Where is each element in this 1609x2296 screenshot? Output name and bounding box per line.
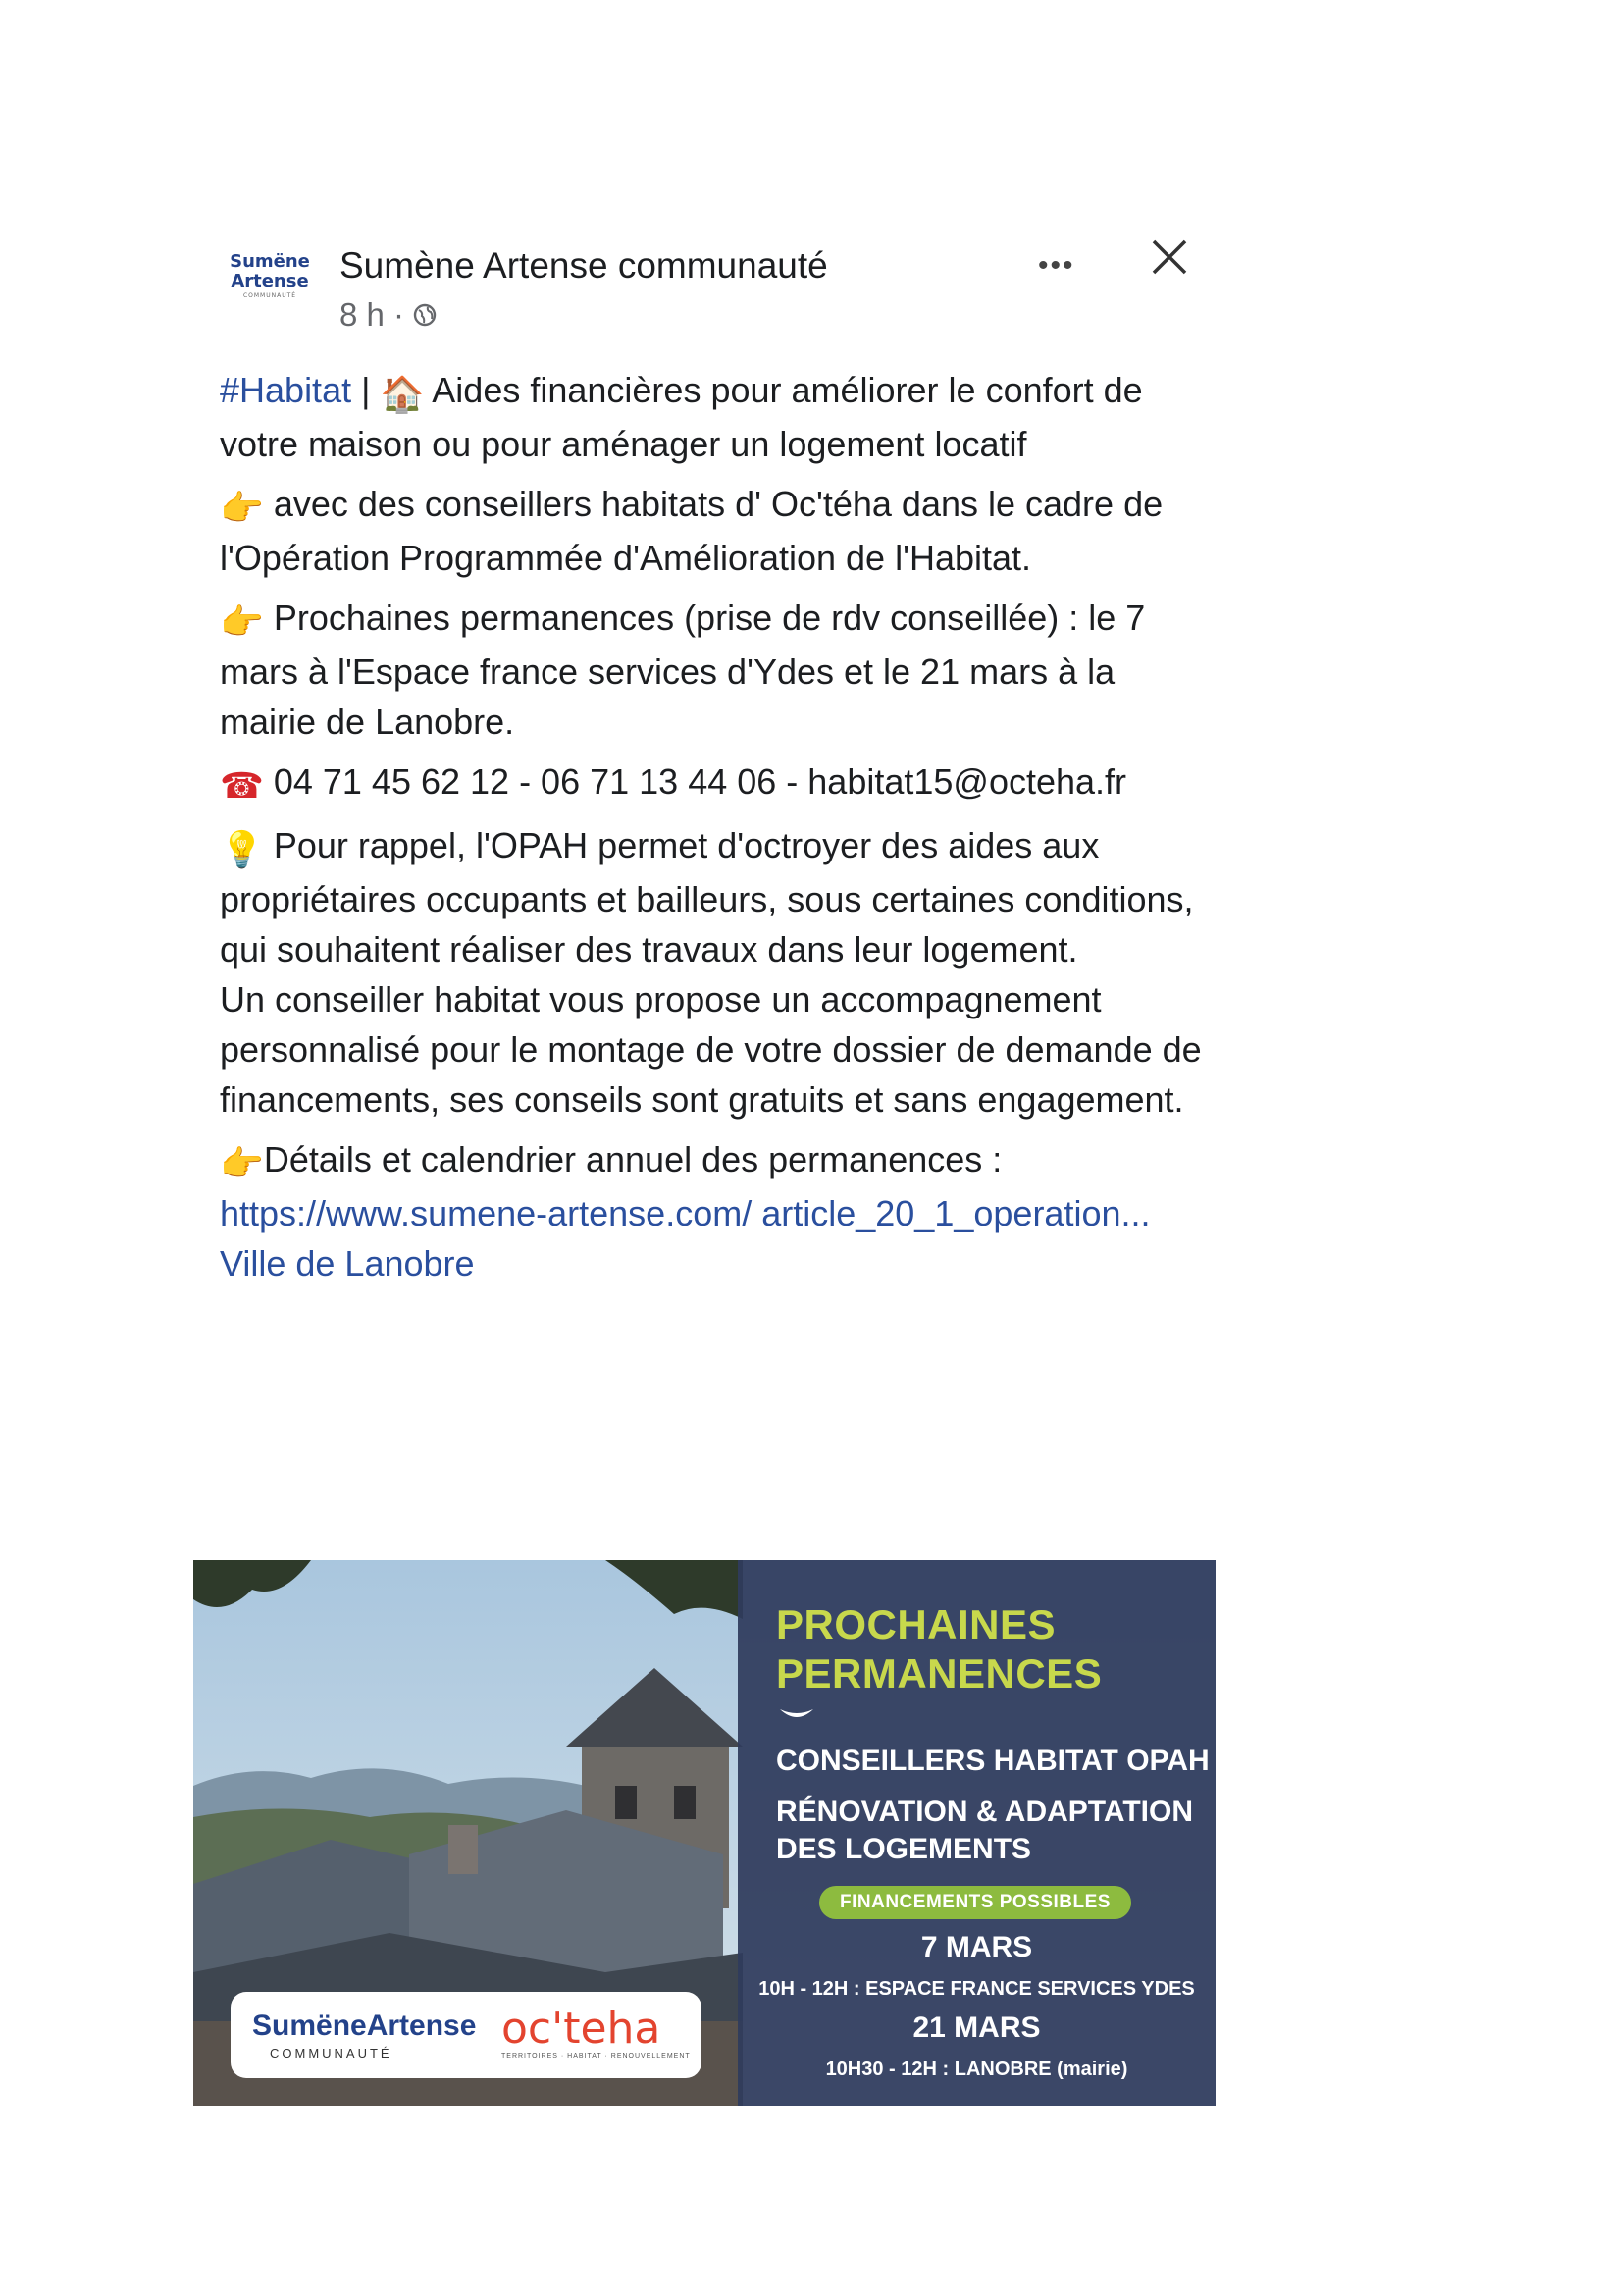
octeha-logo-sub: TERRITOIRES · HABITAT · RENOUVELLEMENT	[501, 2053, 691, 2060]
post-image[interactable]	[193, 1560, 1216, 2106]
post-meta	[339, 296, 438, 334]
light-bulb-icon: 💡	[220, 829, 264, 869]
page-name[interactable]: Sumène Artense communauté	[339, 245, 828, 286]
post-paragraph: 👉 avec des conseillers habitats d' Oc'téha dans le cadre de l'Opération Programmée d'Amélioration de l'Habitat.	[220, 484, 1164, 578]
banner-title-line2: PERMANENCES	[776, 1650, 1103, 1696]
telephone-icon: ☎	[220, 765, 264, 806]
post-paragraph: #Habitat | 🏠 Aides financières pour améliorer le confort de votre maison ou pour aménager un logement locatif	[220, 370, 1143, 464]
partner-logos	[231, 1992, 701, 2078]
hours-2: 10H30 - 12H : LANOBRE (mairie)	[825, 2059, 1128, 2080]
financing-badge: FINANCEMENTS POSSIBLES	[819, 1886, 1131, 1919]
more-options-icon[interactable]: •••	[1038, 249, 1075, 282]
house-icon: 🏠	[380, 374, 425, 414]
pointing-hand-icon: 👉	[220, 488, 264, 528]
banner-subtitle: RÉNOVATION & ADAPTATION	[776, 1796, 1193, 1828]
article-link[interactable]: https://www.sumene-artense.com/ article_20_1_operation...	[220, 1193, 1151, 1233]
mention-link[interactable]: Ville de Lanobre	[220, 1243, 475, 1283]
date-2: 21 MARS	[912, 2011, 1041, 2044]
banner-subtitle: DES LOGEMENTS	[776, 1833, 1032, 1865]
globe-icon	[412, 302, 438, 328]
pointing-hand-icon: 👉	[220, 601, 264, 642]
smile-divider-icon	[780, 1709, 813, 1721]
pointing-hand-icon: 👉	[220, 1143, 264, 1183]
sumene-artense-logo-sub: COMMUNAUTÉ	[270, 2046, 392, 2061]
post-paragraph: ☎ 04 71 45 62 12 - 06 71 13 44 06 - habitat15@octeha.fr	[220, 757, 1211, 810]
post-paragraph: 👉 Prochaines permanences (prise de rdv conseillée) : le 7 mars à l'Espace france services d'Ydes et le 21 mars à la mairie de Lanobre.	[220, 598, 1146, 742]
post-paragraph: 💡 Pour rappel, l'OPAH permet d'octroyer des aides aux propriétaires occupants et bailleurs, sous certaines conditions, qui souhaitent réaliser des travaux dans leur logement. Un conseiller habitat vous propose un accompagnement personnalisé pour le montage de votre dossier de demande de financements, ses conseils sont gratuits et sans engagement.	[220, 825, 1202, 1120]
page-avatar[interactable]: Sumëne Artense COMMUNAUTÉ	[230, 251, 310, 299]
banner-title-line1: PROCHAINES	[776, 1601, 1057, 1647]
close-icon[interactable]	[1148, 235, 1191, 279]
banner-subtitle: CONSEILLERS HABITAT OPAH	[776, 1745, 1210, 1777]
post-body	[220, 365, 1211, 1298]
hours-1: 10H - 12H : ESPACE FRANCE SERVICES YDES	[758, 1978, 1195, 2000]
octeha-logo: oc'teha	[501, 2004, 661, 2054]
hashtag-link[interactable]: #Habitat	[220, 370, 352, 410]
date-1: 7 MARS	[920, 1931, 1033, 1963]
sumene-artense-logo: SumëneArtense	[252, 2009, 477, 2042]
post-paragraph: 👉Détails et calendrier annuel des permanences : https://www.sumene-artense.com/ article_20_1_operation... Ville de Lanobre	[220, 1139, 1151, 1283]
post-time[interactable]: 8 h ·	[339, 296, 405, 333]
